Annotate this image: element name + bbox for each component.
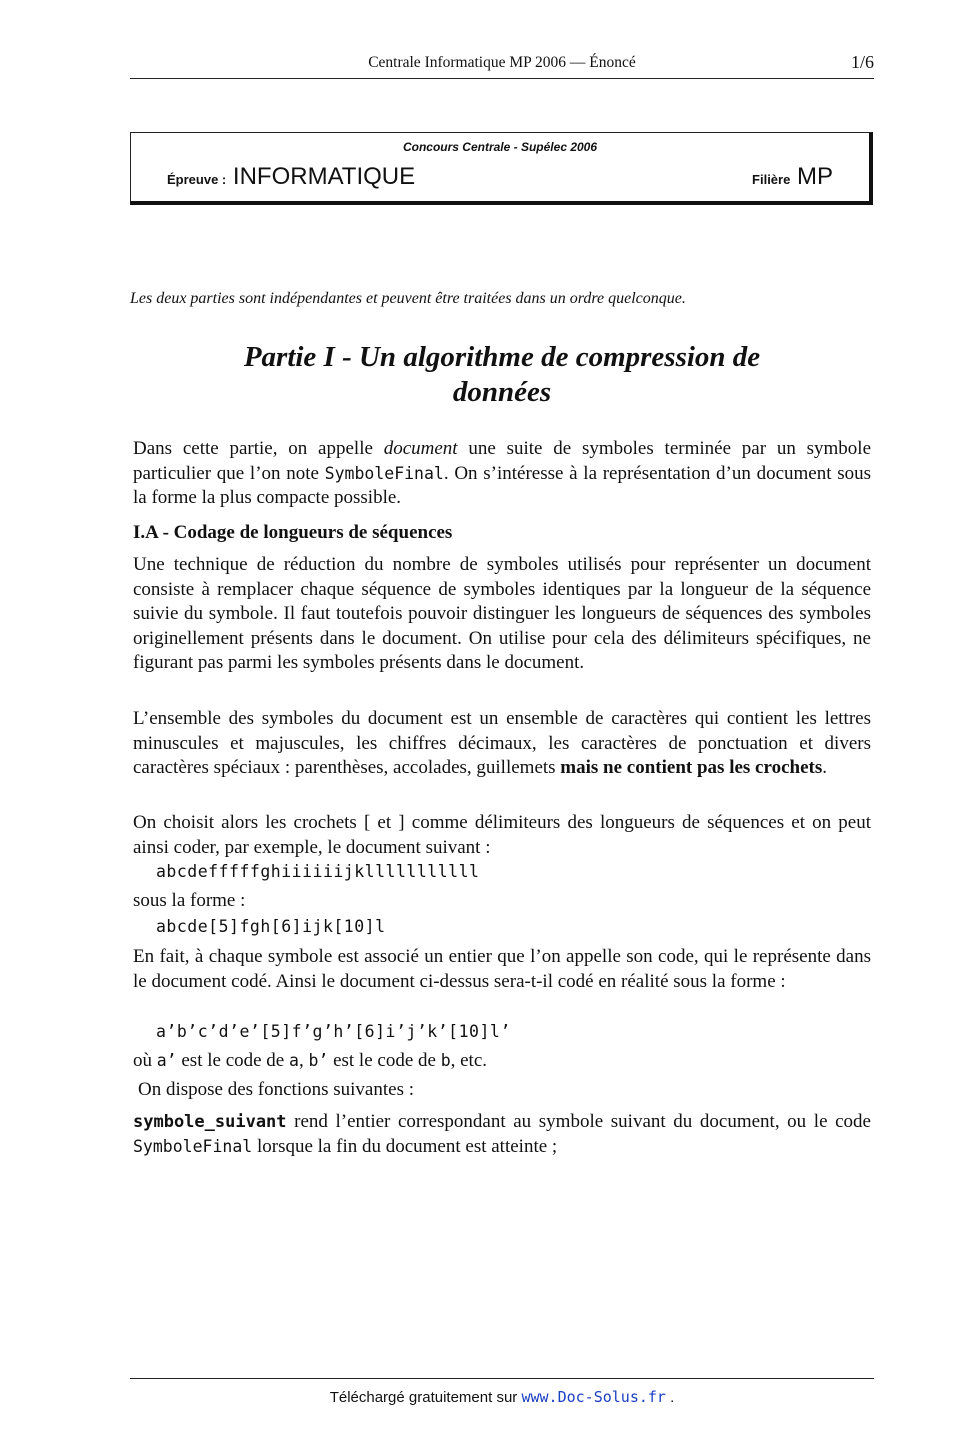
concours-label: Concours Centrale - Supélec 2006 xyxy=(402,140,598,154)
epreuve-label: Épreuve : xyxy=(167,172,227,187)
paragraph-functions-intro: On dispose des fonctions suivantes : xyxy=(138,1079,415,1100)
part-title xyxy=(130,340,874,410)
code-symbolefinal: SymboleFinal xyxy=(324,463,444,483)
header-title: Centrale Informatique MP 2006 — Énoncé xyxy=(368,54,636,71)
epreuve-value: INFORMATIQUE xyxy=(232,163,416,190)
page-number: 1/6 xyxy=(850,52,874,72)
emphasis: document xyxy=(383,438,458,459)
paragraph-codes: En fait, à chaque symbole est associé un entier que l’on appelle son code, qui le représente dans le document codé. Ainsi le document ci-dessus sera-t-il codé en réalité sous la forme : xyxy=(133,946,871,992)
footer xyxy=(130,1388,874,1406)
bold-text: mais ne contient pas les crochets xyxy=(560,757,823,778)
sous-la-forme-1: sous la forme : xyxy=(133,890,246,911)
paragraph-symbole-suivant xyxy=(133,1110,871,1159)
text: une suite de symboles terminée par un symbole particulier que l’on note xyxy=(133,438,872,484)
part-title-line2: données xyxy=(452,376,552,408)
code-example-encoded: abcde[5]fgh[6]ijk[10]l xyxy=(156,917,386,936)
text: , etc. xyxy=(450,1050,488,1071)
text: est le code de xyxy=(328,1050,441,1071)
text: est le code de xyxy=(176,1050,289,1071)
section-title: I.A - Codage de longueurs de séquences xyxy=(133,522,453,543)
epreuve xyxy=(167,163,415,191)
part-title-line1: Partie I - Un algorithme de compression de xyxy=(243,341,761,373)
code-a: a xyxy=(289,1051,299,1070)
filiere xyxy=(752,163,833,191)
intro-note: Les deux parties sont indépendantes et peuvent être traitées dans un ordre quelconque. xyxy=(130,290,686,307)
exam-info-box xyxy=(130,132,873,205)
paragraph-delimiters: On choisit alors les crochets [ et ] comme délimiteurs des longueurs de séquences et on peut ainsi coder, par exemple, le document suivant : xyxy=(133,812,871,858)
code-example-real: a’b’c’d’e’[5]f’g’h’[6]i’j’k’[10]l’ xyxy=(156,1022,511,1041)
code-example-original: abcdefffffghiiiiiijklllllllllll xyxy=(156,862,480,881)
footer-link[interactable]: www.Doc-Solus.fr xyxy=(521,1388,666,1406)
paragraph-symbol-set xyxy=(133,707,871,781)
footer-text: Téléchargé gratuitement sur xyxy=(329,1389,522,1406)
text: , xyxy=(298,1050,309,1071)
text: rend l’entier correspondant au symbole suivant du document, ou le code xyxy=(286,1111,871,1132)
filiere-value: MP xyxy=(797,163,833,190)
text: lorsque la fin du document est atteinte ; xyxy=(252,1135,558,1157)
running-header xyxy=(130,54,874,79)
text: . On s’intéresse à la représentation d’un document sous la forme la plus compacte possible. xyxy=(133,462,871,508)
function-name: symbole_suivant xyxy=(133,1112,287,1132)
text: L’ensemble des symboles du document est un ensemble de caractères qui contient les lettres minuscules et majuscules, les chiffres décimaux, les caractères de ponctuation et divers caractères spéciaux : parenthèses, accolades, guillemets xyxy=(133,708,871,778)
code-b: b’ xyxy=(308,1051,329,1070)
paragraph-code-of xyxy=(133,1049,871,1074)
text: Dans cette partie, on appelle xyxy=(133,438,384,459)
paragraph-technique: Une technique de réduction du nombre de symboles utilisés pour représenter un document consiste à remplacer chaque séquence de symboles identiques par la longueur de la séquence suivie du symbole. Il faut toutefois pouvoir distinguer les longueurs de séquences des symboles originellement présents dans le document. On utilise pour cela des délimiteurs spécifiques, ne figurant pas parmi les symboles présents dans le document. xyxy=(133,554,871,673)
text: . xyxy=(822,757,827,778)
footer-text-end: . xyxy=(665,1389,675,1406)
code-symbolefinal: SymboleFinal xyxy=(133,1136,253,1156)
code-b: b xyxy=(440,1051,451,1070)
footer-divider xyxy=(130,1378,874,1379)
filiere-label: Filière xyxy=(752,172,791,187)
paragraph-document-definition xyxy=(133,437,871,511)
code-a: a’ xyxy=(156,1051,177,1070)
text: où xyxy=(133,1050,157,1071)
